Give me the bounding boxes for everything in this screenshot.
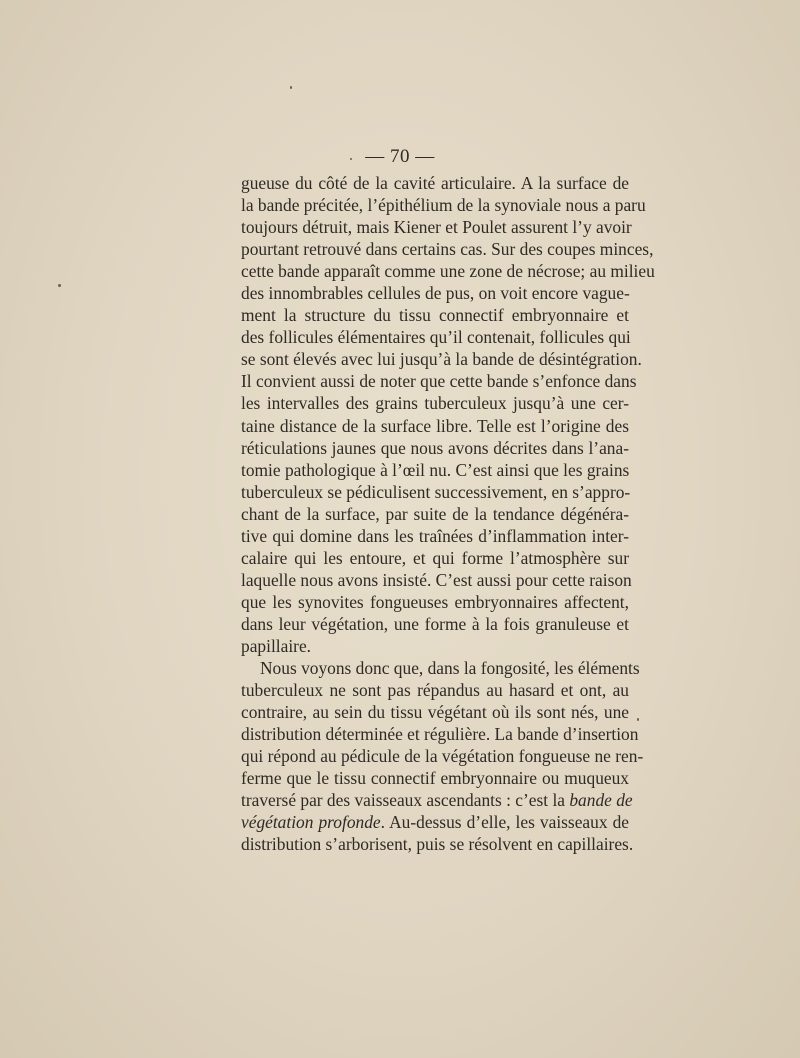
text-line: taine distance de la surface libre. Telle est l’origine des	[241, 415, 629, 436]
text-line: tuberculeux se pédiculisent successivement, en s’appro-	[241, 481, 631, 502]
text-line: des innombrables cellules de pus, on voit encore vague-	[241, 283, 630, 304]
text-line: papillaire.	[241, 635, 312, 656]
text-line: toujours détruit, mais Kiener et Poulet assurent l’y avoir	[241, 217, 632, 238]
text-line: chant de la surface, par suite de la tendance dégénéra-	[241, 503, 629, 524]
text-line: dans leur végétation, une forme à la fois granuleuse et	[241, 613, 629, 634]
text-line: qui répond au pédicule de la végétation fongueuse ne ren-	[241, 746, 644, 767]
text-line: calaire qui les entoure, et qui forme l’atmosphère sur	[241, 547, 629, 568]
text-line: tive qui domine dans les traînées d’inflammation inter-	[241, 525, 629, 546]
text-line: Il convient aussi de noter que cette bande s’enfonce dans	[241, 371, 637, 392]
text-line: végétation profonde. Au-dessus d’elle, les vaisseaux de	[241, 812, 629, 833]
paper-speck	[290, 86, 292, 89]
text-line: pourtant retrouvé dans certains cas. Sur des coupes minces,	[241, 239, 654, 260]
text-line: traversé par des vaisseaux ascendants : c’est la bande de	[241, 790, 633, 811]
text-line: distribution déterminée et régulière. La bande d’insertion	[241, 724, 639, 745]
text-line: gueuse du côté de la cavité articulaire. A la surface de	[241, 173, 629, 193]
text-line: contraire, au sein du tissu végétant où ils sont nés, une	[241, 702, 629, 723]
text-line: réticulations jaunes que nous avons décrites dans l’ana-	[241, 437, 629, 458]
text-line: que les synovites fongueuses embryonnaires affectent,	[241, 591, 629, 612]
paper-speck	[350, 158, 352, 160]
italic-text: végétation profonde	[241, 812, 381, 833]
body-text	[241, 172, 655, 855]
italic-text: bande de	[569, 790, 633, 811]
page-number: — 70 —	[365, 146, 435, 167]
text-line: laquelle nous avons insisté. C’est aussi pour cette raison	[241, 569, 632, 590]
text-line: ment la structure du tissu connectif embryonnaire et	[241, 305, 629, 326]
text-line: tuberculeux ne sont pas répandus au hasard et ont, au	[241, 680, 629, 701]
paper-speck	[58, 284, 61, 287]
text-line: distribution s’arborisent, puis se résolvent en capillaires.	[241, 834, 634, 855]
text-line: tomie pathologique à l’œil nu. C’est ainsi que les grains	[241, 459, 630, 480]
text-line: la bande précitée, l’épithélium de la synoviale nous a paru	[241, 195, 646, 216]
text-line: les intervalles des grains tuberculeux jusqu’à une cer-	[241, 393, 629, 414]
text-line: Nous voyons donc que, dans la fongosité, les éléments	[260, 658, 640, 679]
text-line: cette bande apparaît comme une zone de nécrose; au milieu	[241, 261, 655, 282]
text-line: des follicules élémentaires qu’il contenait, follicules qui	[241, 327, 631, 348]
text-line: se sont élevés avec lui jusqu’à la bande de désintégration.	[241, 349, 642, 370]
text-line: ferme que le tissu connectif embryonnaire ou muqueux	[241, 768, 629, 789]
paper-speck	[637, 718, 639, 721]
